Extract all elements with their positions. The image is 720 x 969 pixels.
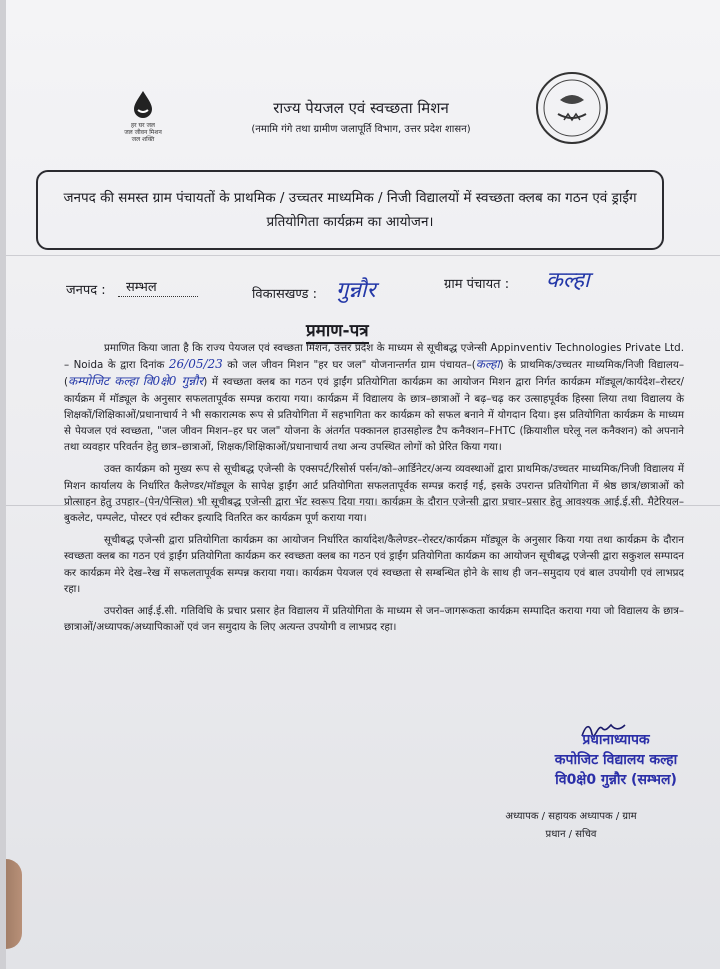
paragraph-2: उक्त कार्यक्रम को मुख्य रूप से सूचीबद्ध एजेन्सी के एक्सपर्ट/रिसोर्स पर्सन/को–आर्डिनेटर/अन्य व्यवस्थाओं द्वारा प्राथमिक/उच्चतर माध्यमिक/निजी विद्यालय में मिशन कार्यालय के निर्धारित कैलेण्डर/मॉड्यूल के सापेक्ष ड्राईंग आर्ट प्रतियोगिता सफलतापूर्वक सम्पन्न कराई गई, इसके उपरान्त प्रतियोगिता में श्रेष्ठ छात्र/छात्राओं को प्रोत्साहन हेतु उपहार–(पेन/पेन्सिल) भी सूचीबद्ध एजेन्सी द्वारा भेंट स्वरूप दिया गया। कार्यक्रम के दौरान एजेन्सी द्वारा प्रचार–प्रसार हेतु आवश्यक आई.ई.सी. मैटेरियल–बुकलेट, पम्पलेट, पोस्टर एवं स्टीकर इत्यादि वितरित कर कार्यक्रम पूर्ण कराया गया। bbox=[64, 463, 684, 525]
subject-box: जनपद की समस्त ग्राम पंचायतों के प्राथमिक / उच्चतर माध्यमिक / निजी विद्यालयों में स्वच्छता क्लब का गठन एवं ड्राईंग प्रतियोगिता कार्यक्रम का आयोजन। bbox=[36, 170, 664, 250]
thumb-in-frame bbox=[6, 859, 22, 949]
certificate-title: प्रमाण-पत्र bbox=[306, 318, 369, 344]
school-handwritten: कम्पोजिट कल्हा bbox=[68, 374, 139, 389]
block-handwritten: वि0क्षे0 गुन्नौर bbox=[142, 374, 204, 389]
header bbox=[196, 98, 526, 135]
paragraph-1 bbox=[64, 340, 684, 455]
district-value: सम्भल bbox=[126, 280, 157, 295]
har-ghar-jal-logo bbox=[118, 88, 168, 143]
header-subtitle: (नमामि गंगे तथा ग्रामीण जलापूर्ति विभाग, उत्तर प्रदेश शासन) bbox=[251, 124, 471, 135]
certificate-document bbox=[6, 0, 720, 969]
stamp-line-1: प्रधानाध्यापक bbox=[582, 732, 650, 748]
stamp-line-2: कपोजिट विद्यालय कल्हा bbox=[554, 752, 678, 768]
district-line bbox=[118, 296, 198, 297]
logo-caption: हर घर जल जल जीवन मिशन जल शक्ति bbox=[124, 122, 162, 143]
roles-line-1: अध्यापक / सहायक अध्यापक / ग्राम bbox=[505, 811, 637, 822]
gram-panchayat-value: कल्हा bbox=[546, 268, 590, 293]
p1-text-c: ) के प्राथमिक/उच्चतर माध्यमिक/निजी विद्यालय–( bbox=[64, 359, 685, 389]
paragraph-3: सूचीबद्ध एजेन्सी द्वारा प्रतियोगिता कार्यक्रम का आयोजन निर्धारित कार्यादेश/कैलेण्डर–रोस्टर/कार्यक्रम मॉड्यूल के अनुसार किया गया तथा कार्यक्रम के दौरान स्वच्छता क्लब का गठन एवं ड्राईंग प्रतियोगिता कार्यक्रम कर स्वच्छता क्लब का गठन एवं ड्राईंग प्रतियोगिता कार्यक्रम का आयोजन सूचीबद्ध एजेन्सी द्वारा सकुशल सम्पादन कर कार्यक्रम मेरे देख–रेख में सफलतापूर्वक सम्पन्न कराया गया। कार्यक्रम पेयजल एवं स्वच्छता से सम्बन्धित होने के साथ ही जन–समुदाय एवं बाल उपयोगी एवं लाभप्रद रहा। bbox=[64, 534, 684, 595]
header-title: राज्य पेयजल एवं स्वच्छता मिशन bbox=[273, 99, 449, 117]
block-value: गुन्नौर bbox=[336, 278, 376, 303]
program-date: 26/05/23 bbox=[168, 357, 223, 372]
p1-text-b: को जल जीवन मिशन "हर घर जल" योजनान्तर्गत ग्राम पंचायत–( bbox=[227, 359, 476, 372]
certificate-body bbox=[64, 340, 684, 641]
district-label: जनपद : bbox=[66, 283, 106, 298]
roles-line-2: प्रधान / सचिव bbox=[545, 829, 597, 840]
gram-panchayat-label: ग्राम पंचायत : bbox=[444, 277, 510, 292]
p1-text-e: ) में स्वच्छता क्लब का गठन एवं ड्राईंग प्रतियोगिता कार्यक्रम का आयोजन मिशन द्वारा निर्गत कार्यक्रम मॉड्यूल/कार्यदेश–रोस्टर/कार्यक्रम में मॉड्यूल के अनुसार सफलतापूर्वक सम्पन्न कराया गया। कार्यक्रम में विद्यालय के छात्र–छात्राओं ने बढ़–चढ़ कर उत्साहपूर्वक हिस्सा लिया तथा विद्यालय के शिक्षकों/शिक्षिकाओं/प्रधानाचार्य ने भी सकारात्मक रूप से प्रतियोगिता में सहभागिता कर कार्यक्रम को सफल बनाने में योगदान दिया। इस प्रतियोगिता कार्यक्रम के माध्यम से पेयजल एवं स्वच्छता, "जल जीवन मिशन–हर घर जल" योजना के अंतर्गत पक्कानल हाउसहोल्ड टैप कनैक्शन–FHTC (क्रियाशील घरेलू नल कनैक्शन) को अपनाने तथा व्यवहार परिवर्तन हेतु छात्र–छात्राओं, शिक्षक/शिक्षिकाओं/प्रधानाचार्य तथा अन्य उपस्थित लोगों को प्रेरित किया गया। bbox=[64, 376, 684, 454]
block-label: विकासखण्ड : bbox=[252, 287, 318, 302]
headmaster-stamp bbox=[526, 730, 706, 790]
p1-text-a: प्रमाणित किया जाता है कि राज्य पेयजल एवं स्वच्छता मिशन, उत्तर प्रदेश के माध्यम से सूचीबद्ध एजेन्सी Appinventiv Technologies Private Ltd. – Noida के द्वारा दिनांक bbox=[64, 342, 684, 372]
gp-handwritten: कल्हा bbox=[475, 357, 500, 372]
up-government-seal-icon bbox=[534, 70, 610, 146]
stamp-line-3: वि0क्षे0 गुन्नौर (सम्भल) bbox=[555, 772, 677, 788]
water-drop-icon bbox=[126, 88, 160, 122]
signatory-roles bbox=[486, 808, 656, 844]
fold-line bbox=[6, 255, 720, 256]
paragraph-4: उपरोक्त आई.ई.सी. गतिविधि के प्रचार प्रसार हेत विद्यालय में प्रतियोगिता के माध्यम से जन–जागरूकता कार्यक्रम सम्पादित कराया गया जो विद्यालय के छात्र–छात्राओं/अध्यापक/अध्यापिकाओं एवं जन समुदाय के लिए अत्यन्त उपयोगी व लाभप्रद रहा। bbox=[64, 605, 684, 634]
